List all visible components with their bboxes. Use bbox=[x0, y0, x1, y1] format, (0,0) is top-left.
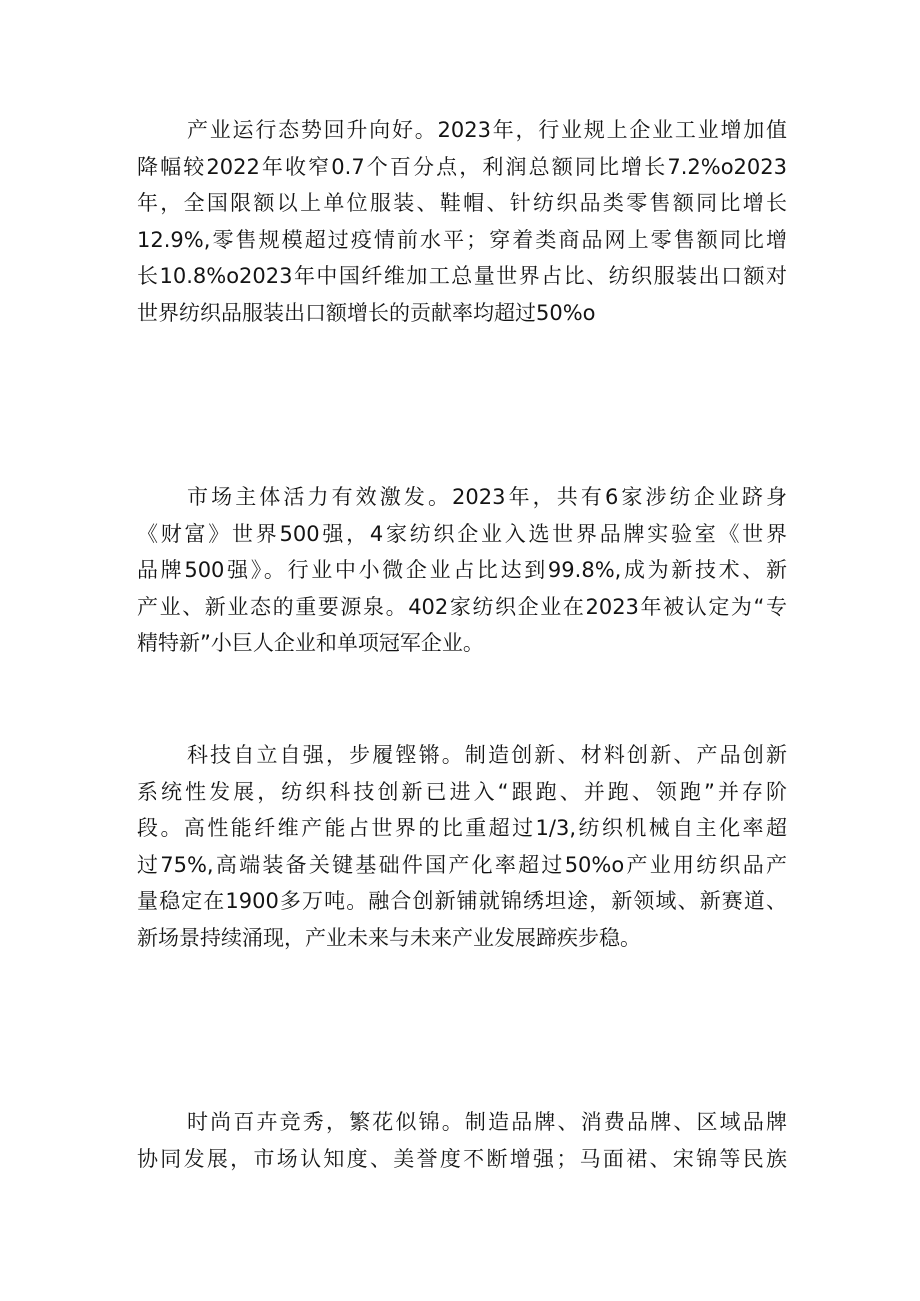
text-line: 科技自立自强，步履铿锵。制造创新、材料创新、产品创新 bbox=[187, 743, 787, 767]
text-line: 世界纺织品服装出口额增长的贡献率均超过50%o bbox=[137, 300, 596, 325]
text-line: 产业、新业态的重要源泉。402家纺织企业在2023年被认定为“专 bbox=[137, 594, 787, 619]
text-line: 系统性发展，纺织科技创新已进入“跟跑、并跑、领跑”并存阶 bbox=[137, 779, 787, 804]
text-line: 《财富》世界500强，4家纺织企业入选世界品牌实验室《世界 bbox=[137, 521, 787, 546]
paragraph-fashion-brands bbox=[137, 1104, 787, 1177]
text-line: 产业运行态势回升向好。2023年，行业规上企业工业增加值 bbox=[187, 118, 787, 142]
paragraph-technology bbox=[137, 737, 787, 956]
text-line: 降幅较2022年收窄0.7个百分点，利润总额同比增长7.2%o2023 bbox=[137, 154, 787, 179]
text-line: 协同发展，市场认知度、美誉度不断增强；马面裙、宋锦等民族 bbox=[137, 1146, 787, 1171]
text-line: 品牌500强》。行业中小微企业占比达到99.8%,成为新技术、新 bbox=[137, 558, 787, 582]
paragraph-market-vitality bbox=[137, 479, 787, 662]
text-line: 过75%,高端装备关键基础件国产化率超过50%o产业用纺织品产 bbox=[137, 852, 787, 877]
text-line: 精特新”小巨人企业和单项冠军企业。 bbox=[137, 631, 484, 655]
text-line: 年，全国限额以上单位服装、鞋帽、针纺织品类零售额同比增长 bbox=[137, 191, 787, 215]
text-line: 段。高性能纤维产能占世界的比重超过1/3,纺织机械自主化率超 bbox=[137, 816, 787, 840]
text-line: 量稳定在1900多万吨。融合创新铺就锦绣坦途，新领域、新赛道、 bbox=[137, 889, 787, 913]
text-line: 时尚百卉竞秀，繁花似锦。制造品牌、消费品牌、区域品牌 bbox=[187, 1110, 787, 1134]
text-line: 长10.8%o2023年中国纤维加工总量世界占比、纺织服装出口额对 bbox=[137, 264, 787, 288]
text-line: 市场主体活力有效激发。2023年，共有6家涉纺企业跻身 bbox=[187, 485, 787, 509]
paragraph-industry-operation bbox=[137, 112, 787, 331]
text-line: 12.9%,零售规模超过疫情前水平；穿着类商品网上零售额同比增 bbox=[137, 227, 787, 252]
text-line: 新场景持续涌现，产业未来与未来产业发展蹄疾步稳。 bbox=[137, 925, 641, 950]
